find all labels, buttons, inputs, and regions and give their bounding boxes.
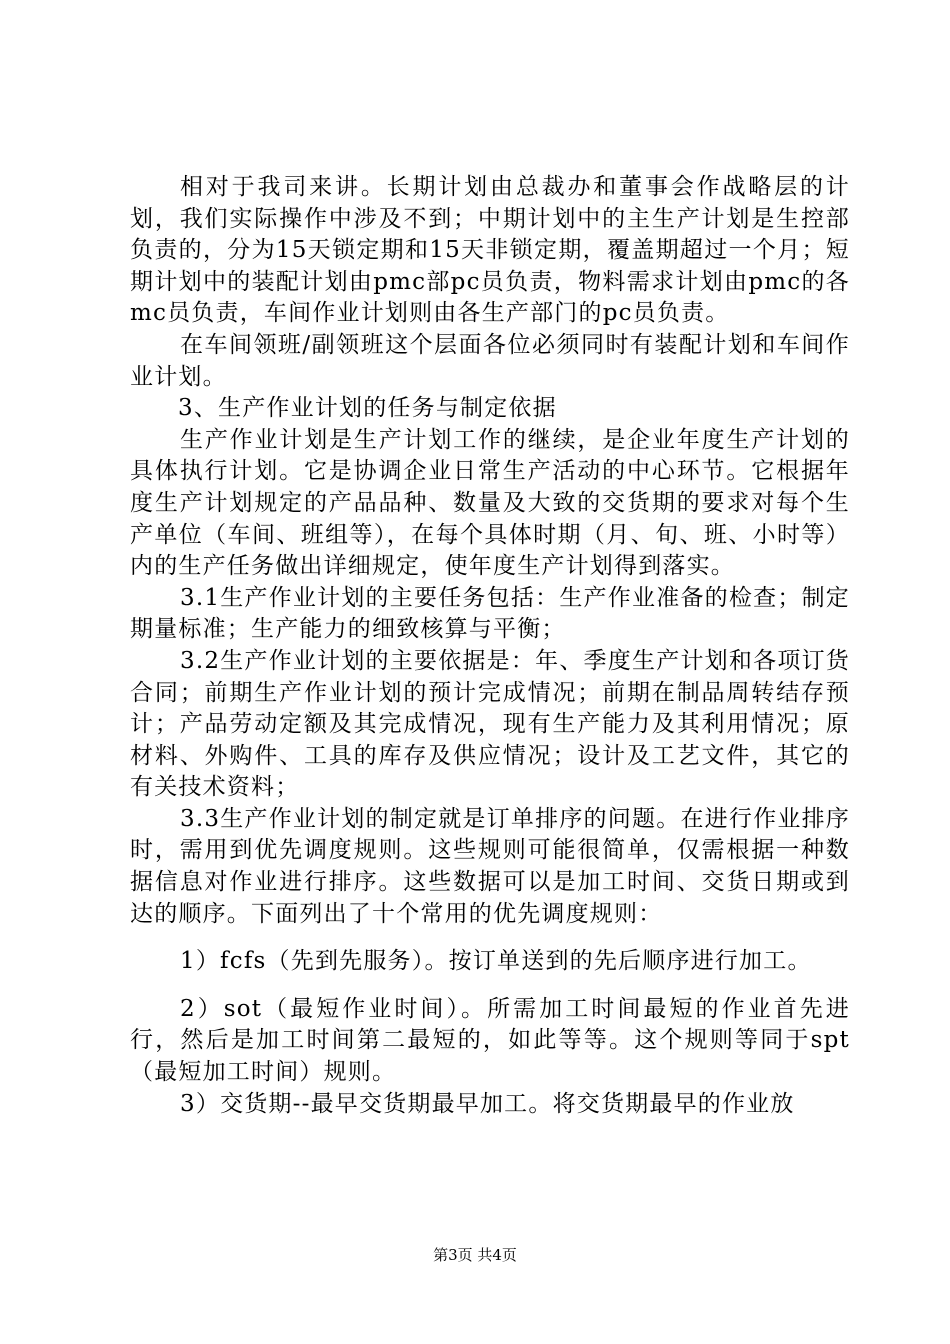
paragraph-3-3-scheduling: 3.3生产作业计划的制定就是订单排序的问题。在进行作业排序时，需用到优先调度规则。这些规则可能很简单，仅需根据一种数据信息对作业进行排序。这些数据可以是加工时间、交货日期或到达的顺序。下面列出了十个常用的优先调度规则： (130, 805, 850, 927)
list-item-rule-1: 1）fcfs（先到先服务）。按订单送到的先后顺序进行加工。 (180, 948, 812, 975)
paragraph-3-1-tasks: 3.1生产作业计划的主要任务包括：生产作业准备的检查；制定期量标准；生产能力的细致核算与平衡； (130, 584, 850, 643)
section-heading-3: 3、生产作业计划的任务与制定依据 (178, 395, 557, 422)
paragraph-team-leader: 在车间领班/副领班这个层面各位必须同时有装配计划和车间作业计划。 (130, 331, 850, 390)
paragraph-production-plan-intro: 生产作业计划是生产计划工作的继续，是企业年度生产计划的具体执行计划。它是协调企业日常生产活动的中心环节。它根据年度生产计划规定的产品品种、数量及大致的交货期的要求对每个生产单位（车间、班组等），在每个具体时期（月、旬、班、小时等）内的生产任务做出详细规定，使年度生产计划得到落实。 (130, 426, 850, 580)
list-item-rule-2: 2）sot（最短作业时间）。所需加工时间最短的作业首先进行，然后是加工时间第二最短的，如此等等。这个规则等同于spt（最短加工时间）规则。 (130, 995, 850, 1086)
document-body (130, 172, 850, 1120)
paragraph-3-2-basis: 3.2生产作业计划的主要依据是：年、季度生产计划和各项订货合同；前期生产作业计划的预计完成情况；前期在制品周转结存预计；产品劳动定额及其完成情况，现有生产能力及其利用情况；原材料、外购件、工具的库存及供应情况；设计及工艺文件，其它的有关技术资料； (130, 647, 850, 801)
page-number-footer: 第3页 共4页 (433, 1246, 517, 1264)
paragraph-planning-levels: 相对于我司来讲。长期计划由总裁办和董事会作战略层的计划，我们实际操作中涉及不到；中期计划中的主生产计划是生控部负责的，分为15天锁定期和15天非锁定期，覆盖期超过一个月；短期计划中的装配计划由pmc部pc员负责，物料需求计划由pmc的各mc员负责，车间作业计划则由各生产部门的pc员负责。 (130, 174, 850, 327)
list-item-rule-3: 3）交货期--最早交货期最早加工。将交货期最早的作业放 (180, 1090, 795, 1117)
